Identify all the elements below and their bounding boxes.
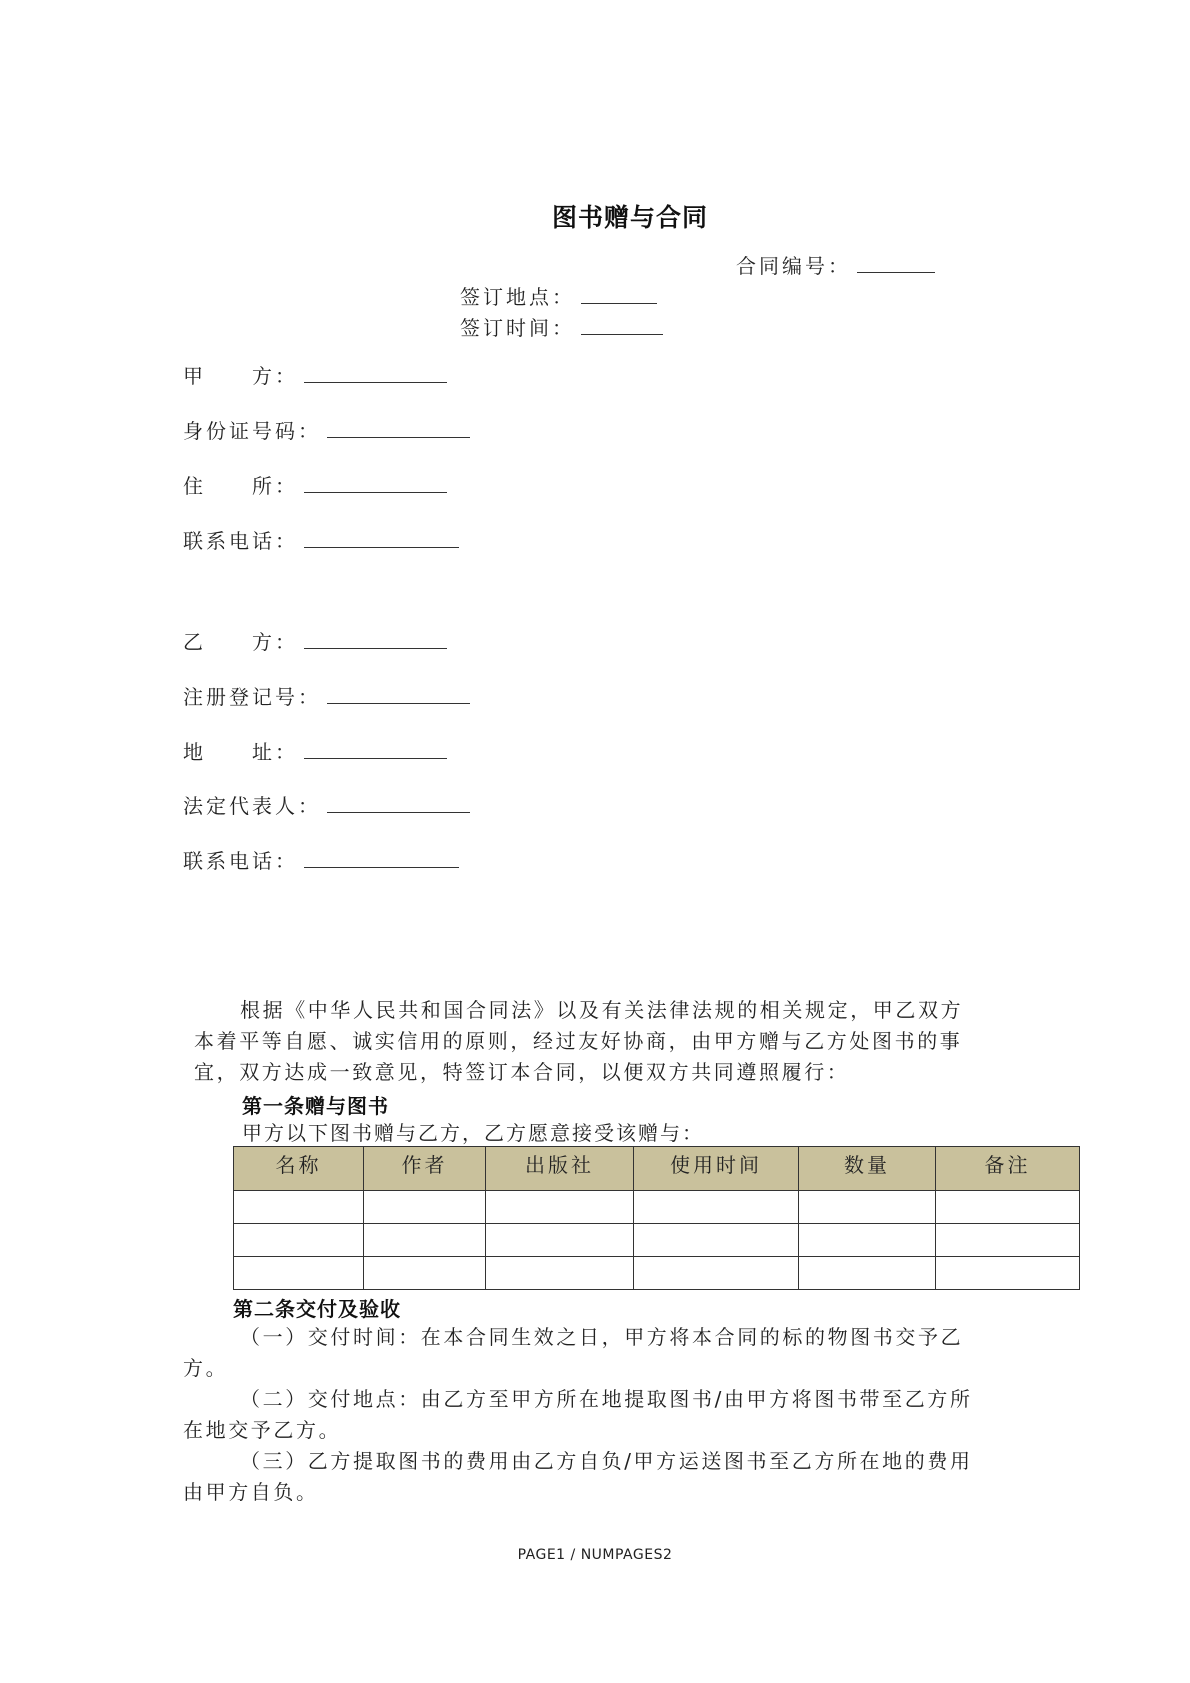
- article-2-item-1-line-2: 方。: [183, 1356, 229, 1380]
- sign-place-label: 签订地点：: [460, 285, 575, 309]
- party-b-rep-blank[interactable]: [327, 794, 470, 813]
- table-cell[interactable]: [799, 1257, 936, 1290]
- table-cell[interactable]: [634, 1191, 799, 1224]
- table-row: [234, 1191, 1080, 1224]
- party-a-address-blank[interactable]: [304, 474, 447, 493]
- table-cell[interactable]: [486, 1257, 634, 1290]
- table-cell[interactable]: [364, 1191, 486, 1224]
- party-b-name-row: [183, 626, 447, 655]
- party-b-reg-blank[interactable]: [327, 685, 470, 704]
- party-b-address-blank[interactable]: [304, 740, 447, 759]
- party-a-phone-label: 联系电话：: [183, 529, 298, 553]
- table-cell[interactable]: [234, 1224, 364, 1257]
- table-cell[interactable]: [936, 1224, 1080, 1257]
- article-2-item-2-line-2: 在地交予乙方。: [183, 1418, 342, 1442]
- page-footer: PAGE1 / NUMPAGES2: [517, 1547, 673, 1563]
- table-row: [234, 1257, 1080, 1290]
- contract-number-label: 合同编号：: [736, 254, 851, 278]
- party-a-name-blank[interactable]: [304, 364, 447, 383]
- contract-number-blank[interactable]: [857, 254, 935, 273]
- article-2-item-1-line-1: （一）交付时间：在本合同生效之日，甲方将本合同的标的物图书交予乙: [240, 1325, 964, 1349]
- party-a-address-label: 住 所：: [183, 474, 298, 498]
- party-a-name-label: 甲 方：: [183, 364, 298, 388]
- party-a-id-blank[interactable]: [327, 419, 470, 438]
- article-2-heading: 第二条交付及验收: [233, 1297, 401, 1321]
- party-a-phone-row: [183, 525, 459, 554]
- article-2-item-3-line-1: （三）乙方提取图书的费用由乙方自负/甲方运送图书至乙方所在地的费用: [240, 1449, 973, 1473]
- col-header-remarks: 备注: [936, 1147, 1080, 1191]
- contract-number-row: [736, 250, 935, 279]
- document-title: 图书赠与合同: [551, 203, 708, 232]
- table-cell[interactable]: [486, 1224, 634, 1257]
- party-b-address-label: 地 址：: [183, 740, 298, 764]
- col-header-name: 名称: [234, 1147, 364, 1191]
- table-cell[interactable]: [936, 1191, 1080, 1224]
- col-header-usage-time: 使用时间: [634, 1147, 799, 1191]
- sign-place-blank[interactable]: [581, 285, 657, 304]
- sign-time-label: 签订时间：: [460, 316, 575, 340]
- table-row: [234, 1224, 1080, 1257]
- party-b-rep-label: 法定代表人：: [183, 794, 321, 818]
- intro-line-2: 本着平等自愿、诚实信用的原则，经过友好协商，由甲方赠与乙方处图书的事: [194, 1029, 963, 1053]
- table-cell[interactable]: [634, 1224, 799, 1257]
- table-cell[interactable]: [234, 1257, 364, 1290]
- article-1-text: 甲方以下图书赠与乙方，乙方愿意接受该赠与：: [242, 1121, 704, 1145]
- sign-time-blank[interactable]: [581, 316, 663, 335]
- party-a-address-row: [183, 470, 447, 499]
- party-b-name-blank[interactable]: [304, 630, 447, 649]
- article-1-heading: 第一条赠与图书: [242, 1094, 389, 1118]
- table-cell[interactable]: [486, 1191, 634, 1224]
- col-header-author: 作者: [364, 1147, 486, 1191]
- article-2-item-3-line-2: 由甲方自负。: [183, 1480, 319, 1504]
- party-b-reg-row: [183, 681, 470, 710]
- party-a-phone-blank[interactable]: [304, 529, 459, 548]
- party-b-reg-label: 注册登记号：: [183, 685, 321, 709]
- sign-place-row: [460, 281, 657, 310]
- intro-line-1: 根据《中华人民共和国合同法》以及有关法律法规的相关规定，甲乙双方: [240, 998, 964, 1022]
- party-b-phone-blank[interactable]: [304, 849, 459, 868]
- col-header-quantity: 数量: [799, 1147, 936, 1191]
- book-table: [233, 1146, 1080, 1290]
- table-cell[interactable]: [234, 1191, 364, 1224]
- sign-time-row: [460, 312, 663, 341]
- party-a-id-label: 身份证号码：: [183, 419, 321, 443]
- party-b-phone-label: 联系电话：: [183, 849, 298, 873]
- party-b-phone-row: [183, 845, 459, 874]
- table-cell[interactable]: [364, 1224, 486, 1257]
- party-a-name-row: [183, 360, 447, 389]
- table-cell[interactable]: [634, 1257, 799, 1290]
- party-b-rep-row: [183, 790, 470, 819]
- party-b-address-row: [183, 736, 447, 765]
- table-cell[interactable]: [936, 1257, 1080, 1290]
- intro-line-3: 宜，双方达成一致意见，特签订本合同，以便双方共同遵照履行：: [194, 1060, 850, 1084]
- table-cell[interactable]: [364, 1257, 486, 1290]
- table-cell[interactable]: [799, 1191, 936, 1224]
- col-header-publisher: 出版社: [486, 1147, 634, 1191]
- party-a-id-row: [183, 415, 470, 444]
- article-2-item-2-line-1: （二）交付地点：由乙方至甲方所在地提取图书/由甲方将图书带至乙方所: [240, 1387, 973, 1411]
- table-header-row: [234, 1147, 1080, 1191]
- table-cell[interactable]: [799, 1224, 936, 1257]
- party-b-name-label: 乙 方：: [183, 630, 298, 654]
